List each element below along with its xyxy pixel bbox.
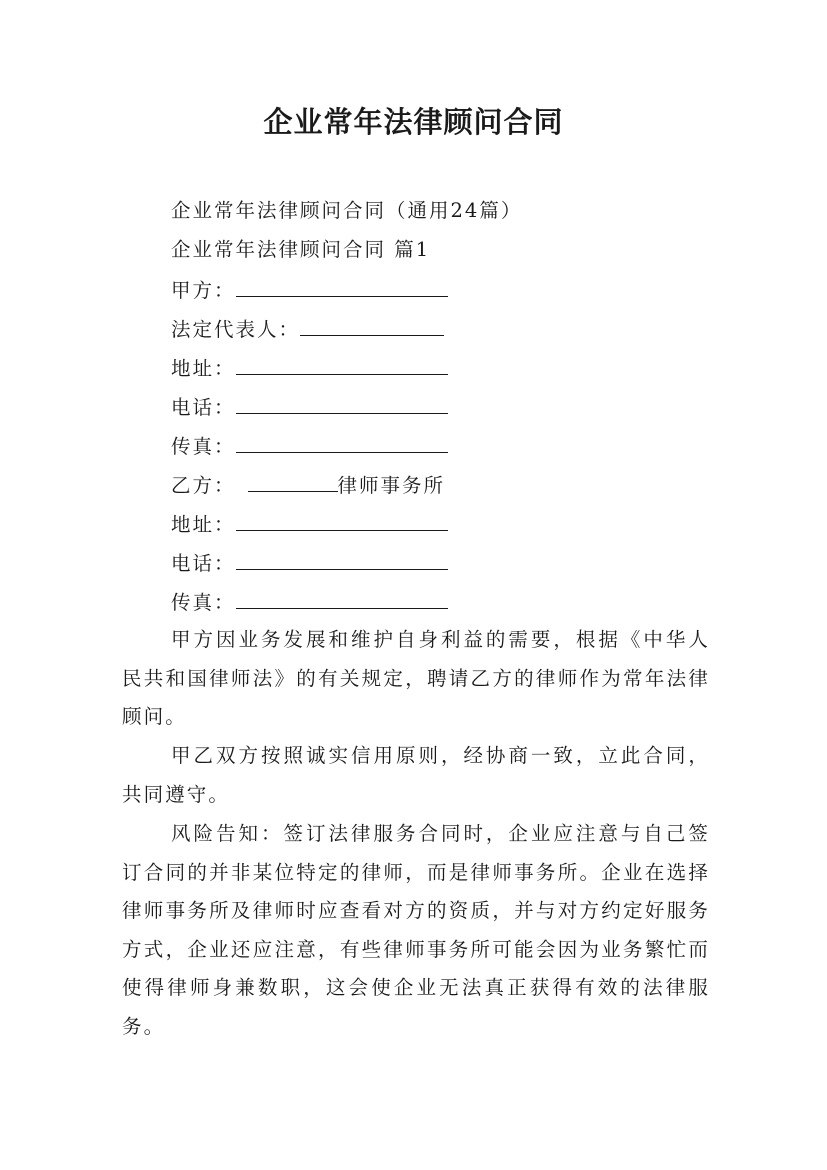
paragraph-purpose: 甲方因业务发展和维护自身利益的需要，根据《中华人民共和国律师法》的有关规定，聘请乙方的律师作为常年法律顾问。 xyxy=(122,628,710,728)
party-b-firm-suffix: 律师事务所 xyxy=(337,474,446,497)
party-a-address-blank xyxy=(236,352,448,375)
subtitle-text: 企业常年法律顾问合同（通用24篇） xyxy=(171,199,523,222)
party-a-phone-label: 电话： xyxy=(171,396,236,419)
party-b-fax-blank xyxy=(236,586,448,609)
party-b-address-blank xyxy=(236,508,448,531)
legal-rep-label: 法定代表人： xyxy=(171,318,301,341)
document-subtitle xyxy=(171,196,522,226)
document-title: 企业常年法律顾问合同 xyxy=(263,105,564,139)
party-b-phone-blank xyxy=(236,547,448,570)
party-a-fax-blank xyxy=(236,430,448,453)
party-b-fax-label: 传真： xyxy=(171,591,236,614)
party-a-fax-label: 传真： xyxy=(171,435,236,458)
party-b-label: 乙方： xyxy=(171,474,236,497)
party-b-address-label: 地址： xyxy=(171,513,236,536)
party-b-firm-blank xyxy=(248,469,338,492)
party-a-phone-blank xyxy=(236,391,448,414)
party-a-fax-field xyxy=(171,430,448,460)
paragraph-risk-notice: 风险告知：签订法律服务合同时，企业应注意与自己签订合同的并非某位特定的律师，而是律师事务所。企业在选择律师事务所及律师时应查看对方的资质，并与对方约定好服务方式，企业还应注意，有些律师事务所可能会因为业务繁忙而使得律师身兼数职，这会使企业无法真正获得有效的法律服务。 xyxy=(122,822,710,1038)
party-a-phone-field xyxy=(171,391,448,421)
party-b-field xyxy=(171,469,445,499)
party-a-label: 甲方： xyxy=(171,279,236,302)
party-a-address-field xyxy=(171,352,448,382)
party-a-field xyxy=(171,274,448,304)
party-b-fax-field xyxy=(171,586,448,616)
legal-rep-blank xyxy=(300,313,444,336)
party-b-phone-field xyxy=(171,547,448,577)
party-b-address-field xyxy=(171,508,448,538)
section-heading xyxy=(171,235,430,265)
party-a-blank xyxy=(236,274,448,297)
party-a-address-label: 地址： xyxy=(171,357,236,380)
paragraph-agreement: 甲乙双方按照诚实信用原则，经协商一致，立此合同，共同遵守。 xyxy=(122,744,710,806)
section-heading-text: 企业常年法律顾问合同 篇1 xyxy=(171,238,431,261)
party-b-phone-label: 电话： xyxy=(171,552,236,575)
legal-rep-field xyxy=(171,313,444,343)
